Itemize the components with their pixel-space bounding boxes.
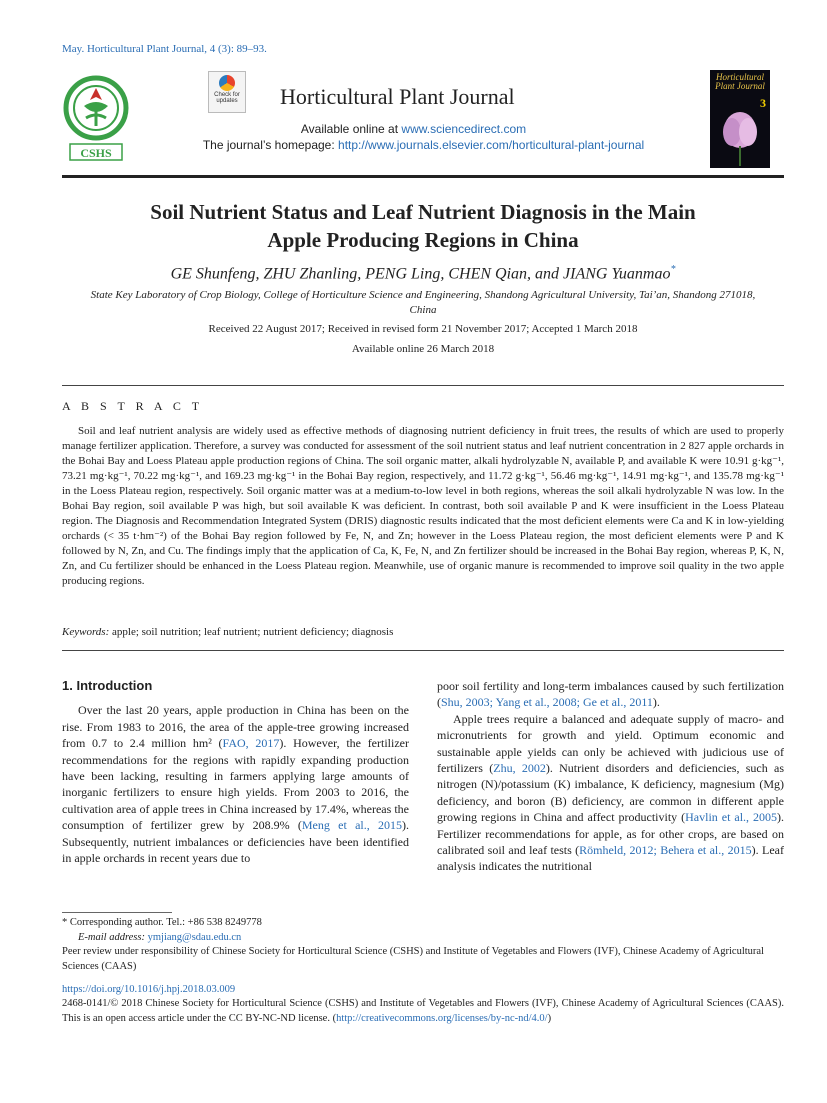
abstract-text: Soil and leaf nutrient analysis are widely used as effective methods of diagnosing nutrient deficiency in fruit trees, the results of which are used to properly manage fertilizer application. Therefore, a survey was conducted for assessment of the soil nutrient status and leaf nutrient concentration in 2 827 apple orchards in the Bohai Bay and Loess Plateau apple production regions of China. The soil organic matter, alkali hydrolyzable N, available P, and available K were 10.91 g·kg⁻¹, 73.21 mg·kg⁻¹, 70.22 mg·kg⁻¹, and 169.23 mg·kg⁻¹ in the Bohai Bay region, respectively, and 11.72 g·kg⁻¹, 56.46 mg·kg⁻¹, 14.91 mg·kg⁻¹, and 135.78 mg·kg⁻¹ in the Loess Plateau region, respectively. Soil organic matter was at a medium-to-low level in both regions, whereas the soil alkali hydrolyzable N was low. In the Bohai Bay region, soil available P was high, but soil available K was deficient. In contrast, both soil available P and K were insufficient in the Loess Plateau region. The Diagnosis and Recommendation Integrated System (DRIS) diagnostic results indicated that the most deficient elements were Ca and K in low-yielding orchards (< 35 t·hm⁻²) of the Bohai Bay region followed by Fe, N, and Zn; however in the Loess Plateau region, the most deficient elements were P and K followed by N, Zn, and Cu. The findings imply that the application of Ca, K, Fe, N, and Zn fertilizer should be increased in the Bohai Bay region, whereas P, K, N, Zn, and Cu fertilizer should be enhanced in the Loess Plateau region. Meanwhile, use of organic manure is recommended to improve soil quality in the two apple producing regions. — [62, 425, 784, 587]
homepage-prefix: The journal’s homepage: — [202, 138, 339, 152]
article-dates: Received 22 August 2017; Received in revised form 21 November 2017; Accepted 1 March 2018 — [208, 323, 638, 335]
text-run: ). — [652, 695, 660, 710]
journal-name: Horticultural Plant Journal — [280, 84, 515, 109]
cover-issue: 3 — [760, 96, 766, 110]
intro-paragraph-1 — [62, 702, 409, 866]
footnotes — [62, 916, 784, 974]
keywords-label: Keywords: — [62, 626, 110, 638]
keywords-text: apple; soil nutrition; leaf nutrient; nutrient deficiency; diagnosis — [112, 626, 394, 638]
authors-text: GE Shunfeng, ZHU Zhanling, PENG Ling, CHEN Qian, and JIANG Yuanmao — [170, 265, 671, 283]
text-run: poor soil fertility and long-term imbalances caused by such fertilization ( — [437, 679, 784, 710]
text-run: Over the last 20 years, apple production in China has been on the rise. From 1983 to 2016, the area of the apple-tree growing increased from 0.7 to 2.4 million hm² ( — [62, 703, 409, 751]
check-for-updates-badge[interactable] — [208, 71, 246, 113]
citation-line: May. Horticultural Plant Journal, 4 (3): 89–93. — [62, 43, 267, 55]
affiliation-line-1: State Key Laboratory of Crop Biology, College of Horticulture Science and Engineering, Shandong Agricultural University, Tai’an, Shandong 271018, — [90, 289, 756, 301]
text-run: ). Subsequently, nutrient imbalances or deficiencies have been identified in apple orchards in recent years due to — [62, 818, 409, 866]
journal-cover-image — [710, 70, 770, 168]
ref-meng-2015[interactable]: Meng et al., 2015 — [301, 818, 402, 833]
corresponding-author-note: * Corresponding author. Tel.: +86 538 8249778 — [62, 917, 262, 928]
ref-havlin-2005[interactable]: Havlin et al., 2005 — [685, 810, 778, 825]
affiliation — [62, 288, 784, 318]
peer-review-note: Peer review under responsibility of Chinese Society for Horticultural Science (CSHS) and Institute of Vegetables and Flowers (IVF), Chinese Academy of Agricultural Sciences (CAAS) — [62, 946, 764, 972]
body-column-right — [437, 678, 784, 875]
email-label: E-mail address: — [78, 931, 148, 943]
issn-text: 2468-0141/© 2018 Chinese Society for Horticultural Science (CSHS) and Institute of Vegetables and Flowers (IVF), Chinese Academy of Agricultural Sciences (CAAS). This is an open access article under the CC BY-NC-ND license. ( — [62, 998, 784, 1024]
cover-title: Horticultural Plant Journal — [715, 72, 765, 91]
email-link[interactable]: ymjiang@sdau.edu.cn — [147, 931, 242, 943]
abstract-heading: A B S T R A C T — [62, 399, 204, 413]
ref-shu-2003[interactable]: Shu, 2003; Yang et al., 2008; Ge et al., 2011 — [441, 695, 653, 710]
intro-paragraph-2 — [437, 711, 784, 875]
available-online-date: Available online 26 March 2018 — [351, 343, 495, 355]
license-link[interactable]: http://creativecommons.org/licenses/by-nc-nd/4.0/ — [336, 1012, 548, 1024]
ref-romheld-2012[interactable]: Römheld, 2012; Behera et al., 2015 — [579, 843, 752, 858]
title-line-2: Apple Producing Regions in China — [267, 228, 579, 252]
corresponding-mark[interactable]: * — [670, 264, 676, 275]
intro-paragraph-1-cont — [437, 678, 784, 711]
email-note — [62, 931, 784, 946]
ref-fao-2017[interactable]: FAO, 2017 — [222, 736, 280, 751]
text-run: ). Leaf analysis indicates the nutritional — [437, 843, 784, 874]
keywords-line — [62, 626, 393, 638]
article-title — [62, 198, 784, 254]
title-line-1: Soil Nutrient Status and Leaf Nutrient Diagnosis in the Main — [150, 200, 696, 224]
check-updates-icon — [219, 75, 235, 91]
author-list — [62, 264, 784, 283]
check-updates-label: Check for updates — [214, 92, 240, 104]
ref-zhu-2002[interactable]: Zhu, 2002 — [493, 761, 546, 776]
text-run: Apple trees require a balanced and adequate supply of macro- and micronutrients for growth and yield. Optimum economic and sustainable apple yields can only be achieved with judicious use of fertilizers ( — [437, 711, 784, 776]
doi-link[interactable]: https://doi.org/10.1016/j.hpj.2018.03.009 — [62, 984, 236, 995]
footnote-rule — [62, 912, 172, 913]
text-run: ). Fertilizer recommendations for apple, as for other crops, are based on calibrated soil and leaf tests ( — [437, 810, 785, 858]
text-run: ). However, the fertilizer recommendations for the regions with rapidly expanding production have been lacking, resulting in farmers applying large amounts of inorganic fertilizers to ensure high yields. From 2003 to 2016, the cultivation area of apple trees in China increased by 17.4%, whereas the consumption of fertilizer grew by 208.9% ( — [62, 736, 409, 833]
copyright-license-note — [62, 997, 784, 1026]
logo-text: CSHS — [80, 146, 112, 160]
issn-close: ) — [547, 1012, 552, 1024]
body-column-left — [62, 678, 409, 866]
text-run: ). Nutrient disorders and deficiencies, such as nitrogen (N)/potassium (K) imbalance, K deficiency, magnesium (Mg) deficiency, and boron (B) deficiency, are common in different apple growing regions in China and affect productivity ( — [437, 761, 784, 825]
abstract-rule-bottom — [62, 650, 784, 651]
homepage-link[interactable]: http://www.journals.elsevier.com/horticultural-plant-journal — [338, 138, 645, 152]
section-heading-introduction: 1. Introduction — [62, 678, 153, 693]
header-rule — [62, 175, 784, 178]
abstract-rule-top — [62, 385, 784, 386]
available-prefix: Available online at — [300, 122, 402, 136]
available-online-line — [0, 122, 827, 136]
sciencedirect-link[interactable]: www.sciencedirect.com — [401, 122, 527, 136]
homepage-line — [0, 138, 827, 152]
affiliation-line-2: China — [409, 304, 437, 316]
